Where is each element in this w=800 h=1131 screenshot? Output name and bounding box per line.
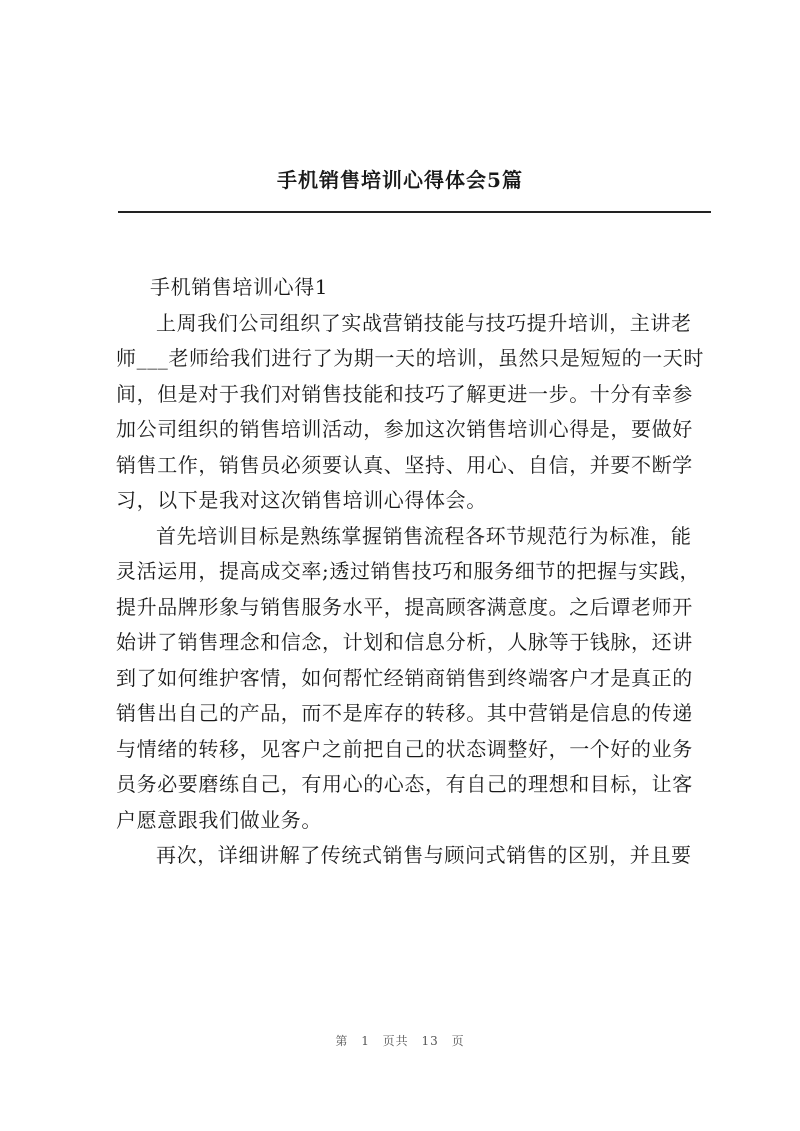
document-body <box>116 270 710 874</box>
paragraph-2: 首先培训目标是熟练掌握销售流程各环节规范行为标准，能灵活运用，提高成交率;透过销售技巧和服务细节的把握与实践，提升品牌形象与销售服务水平，提高顾客满意度。之后谭老师开始讲了销售理念和信念，计划和信息分析，人脉等于钱脉，还讲到了如何维护客情，如何帮忙经销商销售到终端客户才是真正的销售出自己的产品，而不是库存的转移。其中营销是信息的传递与情绪的转移，见客户之前把自己的状态调整好，一个好的业务员务必要磨练自己，有用心的心态，有自己的理想和目标，让客户愿意跟我们做业务。 <box>116 523 701 832</box>
title-divider <box>118 211 711 213</box>
document-title: 手机销售培训心得体会5篇 <box>277 168 523 192</box>
section-heading: 手机销售培训心得1 <box>150 275 329 299</box>
paragraph-3: 再次，详细讲解了传统式销售与顾问式销售的区别，并且要 <box>156 843 692 867</box>
page-footer: 第 1 页共 13 页 <box>335 1034 465 1048</box>
paragraph-1: 上周我们公司组织了实战营销技能与技巧提升培训，主讲老师___老师给我们进行了为期一天的培训，虽然只是短短的一天时间，但是对于我们对销售技能和技巧了解更进一步。十分有幸参加公司组织的销售培训活动，参加这次销售培训心得是，要做好销售工作，销售员必须要认真、坚持、用心、自信，并要不断学习，以下是我对这次销售培训心得体会。 <box>116 310 704 512</box>
